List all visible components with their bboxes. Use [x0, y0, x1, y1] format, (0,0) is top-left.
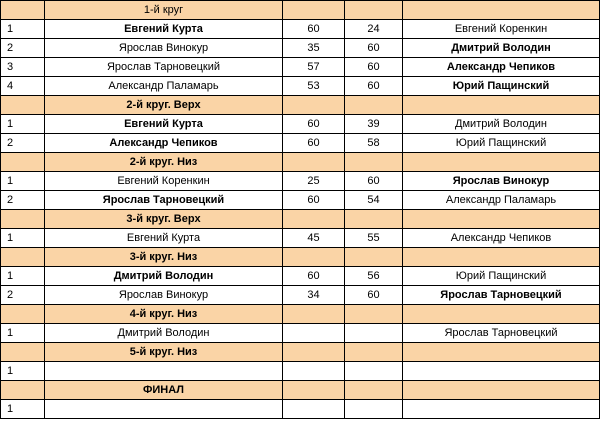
match-row: [1, 362, 600, 381]
match-row: [1, 39, 600, 58]
round-header-row: [1, 210, 600, 229]
round-header-row: [1, 1, 600, 20]
player-two: Ярослав Тарновецкий: [403, 286, 600, 305]
round-title: 5-й круг. Низ: [45, 343, 283, 362]
match-number: 1: [1, 267, 45, 286]
player-one: [45, 362, 283, 381]
round-title: ФИНАЛ: [45, 381, 283, 400]
match-row: [1, 20, 600, 39]
match-row: [1, 191, 600, 210]
match-row: [1, 172, 600, 191]
round-header-cell: [345, 248, 403, 267]
round-header-cell: [1, 96, 45, 115]
match-number: 1: [1, 400, 45, 419]
match-number: 1: [1, 324, 45, 343]
match-row: [1, 115, 600, 134]
player-two: Юрий Пащинский: [403, 134, 600, 153]
match-number: 2: [1, 286, 45, 305]
player-two: Ярослав Тарновецкий: [403, 324, 600, 343]
round-header-cell: [1, 305, 45, 324]
match-number: 1: [1, 362, 45, 381]
round-header-cell: [345, 96, 403, 115]
score-two: 60: [345, 172, 403, 191]
match-row: [1, 267, 600, 286]
player-two: Александр Паламарь: [403, 191, 600, 210]
score-one: 53: [283, 77, 345, 96]
player-one: Ярослав Тарновецкий: [45, 191, 283, 210]
match-row: [1, 286, 600, 305]
match-number: 4: [1, 77, 45, 96]
round-header-cell: [283, 305, 345, 324]
score-one: 60: [283, 134, 345, 153]
round-header-cell: [283, 381, 345, 400]
player-two: Дмитрий Володин: [403, 39, 600, 58]
round-title: 1-й круг: [45, 1, 283, 20]
player-one: Дмитрий Володин: [45, 324, 283, 343]
round-header-cell: [345, 305, 403, 324]
score-two: 60: [345, 58, 403, 77]
match-number: 1: [1, 20, 45, 39]
round-title: 3-й круг. Верх: [45, 210, 283, 229]
match-number: 2: [1, 39, 45, 58]
score-two: 54: [345, 191, 403, 210]
score-one: 60: [283, 20, 345, 39]
score-two: 60: [345, 39, 403, 58]
match-number: 1: [1, 172, 45, 191]
round-header-cell: [1, 248, 45, 267]
player-two: Дмитрий Володин: [403, 115, 600, 134]
score-one: [283, 324, 345, 343]
player-one: Евгений Курта: [45, 229, 283, 248]
score-two: 39: [345, 115, 403, 134]
match-row: [1, 324, 600, 343]
round-header-cell: [283, 210, 345, 229]
match-number: 2: [1, 134, 45, 153]
round-header-cell: [403, 96, 600, 115]
match-number: 2: [1, 191, 45, 210]
round-header-cell: [283, 96, 345, 115]
match-row: [1, 77, 600, 96]
match-row: [1, 229, 600, 248]
score-one: 60: [283, 267, 345, 286]
round-header-cell: [403, 210, 600, 229]
player-one: Ярослав Тарновецкий: [45, 58, 283, 77]
player-two: [403, 400, 600, 419]
score-one: 34: [283, 286, 345, 305]
score-two: 60: [345, 77, 403, 96]
player-two: Александр Чепиков: [403, 58, 600, 77]
player-one: Евгений Коренкин: [45, 172, 283, 191]
round-title: 3-й круг. Низ: [45, 248, 283, 267]
round-title: 4-й круг. Низ: [45, 305, 283, 324]
score-one: 35: [283, 39, 345, 58]
score-two: 58: [345, 134, 403, 153]
round-header-row: [1, 248, 600, 267]
player-two: Юрий Пащинский: [403, 77, 600, 96]
player-two: Юрий Пащинский: [403, 267, 600, 286]
player-one: Александр Паламарь: [45, 77, 283, 96]
round-header-cell: [345, 381, 403, 400]
score-two: 56: [345, 267, 403, 286]
player-two: Евгений Коренкин: [403, 20, 600, 39]
round-header-cell: [283, 153, 345, 172]
round-header-cell: [283, 248, 345, 267]
player-one: [45, 400, 283, 419]
round-header-cell: [1, 210, 45, 229]
bracket-body: [1, 1, 600, 419]
player-one: Ярослав Винокур: [45, 286, 283, 305]
round-header-cell: [403, 305, 600, 324]
player-two: Ярослав Винокур: [403, 172, 600, 191]
round-header-cell: [1, 1, 45, 20]
round-header-cell: [403, 381, 600, 400]
player-one: Евгений Курта: [45, 115, 283, 134]
player-one: Ярослав Винокур: [45, 39, 283, 58]
score-two: 24: [345, 20, 403, 39]
round-header-cell: [345, 1, 403, 20]
match-row: [1, 58, 600, 77]
match-number: 3: [1, 58, 45, 77]
round-header-cell: [283, 1, 345, 20]
round-header-cell: [345, 210, 403, 229]
round-header-row: [1, 96, 600, 115]
round-header-cell: [345, 153, 403, 172]
round-header-row: [1, 343, 600, 362]
score-one: [283, 400, 345, 419]
score-two: [345, 362, 403, 381]
match-number: 1: [1, 229, 45, 248]
player-two: [403, 362, 600, 381]
round-header-cell: [1, 153, 45, 172]
score-one: [283, 362, 345, 381]
score-two: [345, 324, 403, 343]
round-header-row: [1, 153, 600, 172]
match-row: [1, 400, 600, 419]
player-one: Дмитрий Володин: [45, 267, 283, 286]
round-title: 2-й круг. Низ: [45, 153, 283, 172]
round-header-cell: [403, 153, 600, 172]
score-one: 57: [283, 58, 345, 77]
round-header-cell: [1, 343, 45, 362]
score-one: 25: [283, 172, 345, 191]
round-header-cell: [345, 343, 403, 362]
player-two: Александр Чепиков: [403, 229, 600, 248]
score-one: 60: [283, 115, 345, 134]
round-title: 2-й круг. Верх: [45, 96, 283, 115]
round-header-cell: [403, 248, 600, 267]
player-one: Евгений Курта: [45, 20, 283, 39]
round-header-row: [1, 305, 600, 324]
round-header-cell: [1, 381, 45, 400]
round-header-cell: [403, 343, 600, 362]
match-row: [1, 134, 600, 153]
player-one: Александр Чепиков: [45, 134, 283, 153]
round-header-cell: [283, 343, 345, 362]
score-one: 60: [283, 191, 345, 210]
round-header-cell: [403, 1, 600, 20]
match-number: 1: [1, 115, 45, 134]
score-two: 60: [345, 286, 403, 305]
round-header-row: [1, 381, 600, 400]
score-two: [345, 400, 403, 419]
score-two: 55: [345, 229, 403, 248]
score-one: 45: [283, 229, 345, 248]
